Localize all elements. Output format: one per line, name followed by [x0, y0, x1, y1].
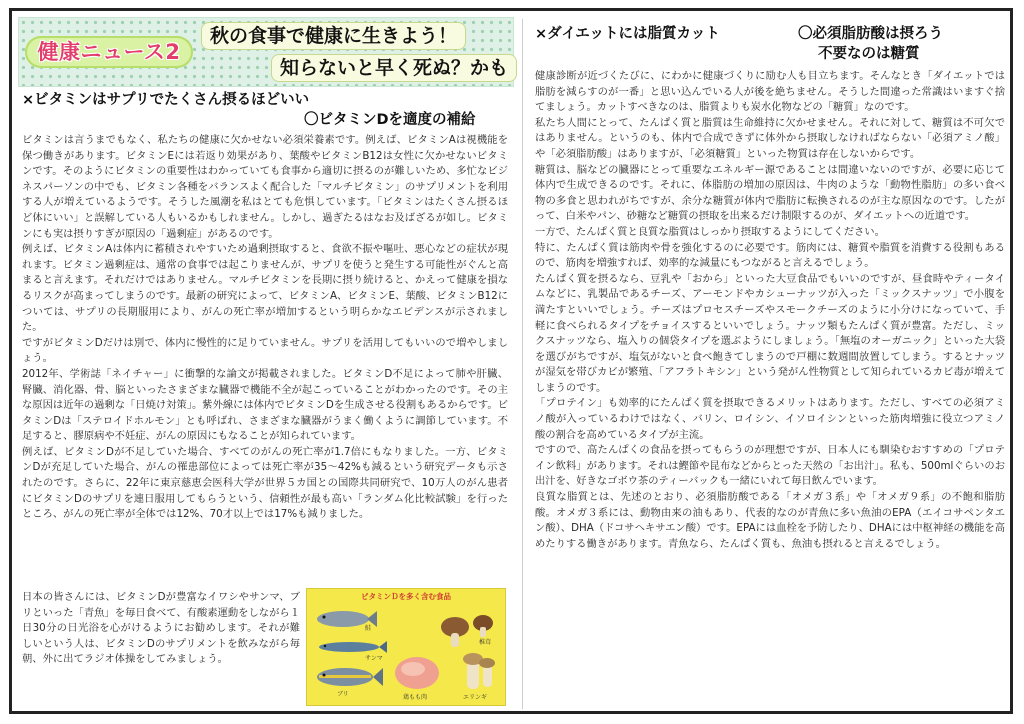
left-article-top: [22, 133, 508, 523]
paragraph: 健康診断が近づくたびに、にわかに健康づくりに励む人も目立ちます。そんなとき「ダイエットでは脂肪を減らすのが一番」と思い込んでいる人が後を絶ちません。そうした間違った常識はいますぐ捨てましょう。カットすべきなのは、脂質よりも炭水化物などの「糖質」なのです。: [535, 70, 1005, 114]
saury-icon: [319, 641, 387, 653]
left-heading-fact: 〇ビタミンDを適度の補給: [304, 112, 476, 128]
food-label: 椎茸: [479, 639, 492, 646]
food-label: サンマ: [365, 655, 383, 662]
paragraph: 日本の皆さんには、ビタミンDが豊富なイワシやサンマ、ブリといった「青魚」を毎日食べて、有酸素運動をしながら１日30分の日光浴を心がけるようにお勧めします。それが難しいという人は、ビタミンDのサプリメントを飲みながら毎朝、外に出てラジオ体操をしてみましょう。: [22, 591, 300, 666]
newsletter-logo: 健康ニュース2: [25, 36, 193, 68]
paragraph: ですがビタミンDだけは別で、体内に慢性的に足りていません。サプリを活用してもいいので増やしましょう。: [22, 336, 508, 365]
paragraph: 例えば、ビタミンDが不足していた場合、すべてのがんの死亡率が1.7倍にもなりました。一方、ビタミンDが充足していた場合、がんの罹患部位によっては死亡率が35〜42%も減るという研究データも示されたのです。さらに、22年に東京慈恵会医科大学が世界５カ国との国際共同研究で、10万人のがん患者にビタミンDのサプリを連日服用してもらうという、信頼性が最も高い「ランダム化比較試験」を行ったところ、がんの死亡率が全体では12%、70才以上では17%も減りました。: [22, 445, 508, 521]
paragraph: 一方で、たんぱく質と良質な脂質はしっかり摂取するようにしてください。: [535, 225, 885, 238]
paragraph: 私たち人間にとって、たんぱく質と脂質は生命維持に欠かせません。それに対して、糖質は不可欠ではありません。というのも、体内で合成できずに体外から摂取しなければならない「必須アミノ酸」や「必須脂肪酸」はありますが、「必須糖質」といった物質は存在しないからです。: [535, 116, 1005, 160]
newsletter-page: [9, 8, 1013, 714]
food-label: 鮭: [365, 625, 372, 632]
foods-title: ビタミンＤを多く含む食品: [361, 592, 451, 601]
vitamin-d-foods-illustration: [306, 588, 506, 706]
food-label: 鶏もも肉: [403, 694, 428, 701]
paragraph: 糖質は、脳などの臓器にとって重要なエネルギー源であることは間違いないのですが、必要に応じて体内で生成できるのです。それに、体脂肪の増加の原因は、牛肉のような「動物性脂肪」の多い食べ物の多食と思われがちですが、余分な糖質が体内で脂肪に転換されるのが主な原因なのです。したがって、白米やパン、砂糖など糖質の摂取を出来るだけ制限するのが、ダイエットへの近道です。: [535, 163, 1005, 223]
paragraph: ビタミンは言うまでもなく、私たちの健康に欠かせない必須栄養素です。例えば、ビタミンAは視機能を保つ働きがあります。ビタミンEには若返り効果があり、葉酸やビタミンB12は女性に欠かせないビタミンです。そのようにビタミンの重要性はわかっていても食事から適切に摂るのが難しいため、多忙なビジネスパーソンの中でも、ビタミン各種をバランスよく配合した「マルチビタミン」のサプリメントを利用する人が増えているようです。そうした風潮を私はとても危惧しています。「ビタミンはたくさん摂るほど体にいい」と誤解している人もいるかもしれません。しかし、過ぎたるはなお及ばざるが如し。ビタミンにも実は摂りすぎが原因の「過剰症」があるのです。: [22, 134, 508, 240]
eringi-icon: [463, 653, 495, 689]
paragraph: 2012年、学術誌「ネイチャー」に衝撃的な論文が掲載されました。ビタミンD不足によって肺や肝臓、腎臓、消化器、骨、脳といったさまざまな臓器で機能不全が起こっていることがわかったのです。その主な原因は近年の過剰な「日焼け対策」。紫外線には体内でビタミンDを生成させる役割もあるからです。ビタミンDは「ステロイドホルモン」とも呼ばれ、さまざまな臓器がうまく働くように調節しています。不足すると、膠原病や不妊症、がんの原因にもなることが知られています。: [22, 367, 508, 443]
paragraph: 特に、たんぱく質は筋肉や骨を強化するのに必要です。筋肉には、糖質や脂質を消費する役割もあるので、筋肉を増強すれば、効率的な減量にもつながると言えるでしょう。: [535, 241, 1005, 270]
foods-drawing: [307, 589, 505, 705]
chicken-thigh-icon: [395, 657, 439, 689]
right-article: [535, 69, 1005, 552]
left-article-bottom: [22, 590, 300, 668]
column-divider: [522, 19, 523, 709]
right-heading-fact-2: 不要なのは糖質: [818, 46, 920, 62]
paragraph: たんぱく質を摂るなら、豆乳や「おから」といった大豆食品でもいいのですが、昼食時やティータイムなどに、乳製品であるチーズ、アーモンドやカシューナッツが入った「ミックスナッツ」で小腹を満たすといいでしょう。チーズはプロセスチーズやスモークチーズのように小分けになっていて、手軽に食べられるタイプをチョイスするといいでしょう。ナッツ類もたんぱく質が豊富。ただし、ミックスナッツなら、塩入りの個袋タイプを選ぶようにしましょう。「無塩のオーガニック」といった大袋を選びがちですが、塩気がないと食べ飽きてしまうので戸棚に数週間放置してしまう。するとナッツが湿気を帯びカビが繁殖、「アフラトキシン」という発がん性物質として知られているカビ毒が増えてしまうのです。: [535, 272, 1005, 394]
paragraph: 「プロテイン」も効率的にたんぱく質を摂取できるメリットはあります。ただし、すべての必須アミノ酸が入っているわけではなく、バリン、ロイシン、イソロイシンといった筋肉増強に役立つアミノ酸の割合を高めているタイプが主流。: [535, 397, 1005, 441]
banner-headline-2: 知らないと早く死ぬ？かも: [271, 54, 517, 82]
paragraph: ですので、高たんぱくの食品を摂ってもらうのが理想ですが、日本人にも馴染むおすすめの「プロテイン飲料」があります。それは鰹節や昆布などからとった天然の「お出汁」。私も、500mlぐらいのお出汁を、好きなゴボウ茶のティーバックも一緒にいれて毎日飲んでいます。: [535, 444, 1005, 488]
right-heading-myth: ×ダイエットには脂質カット: [535, 26, 720, 42]
left-heading-myth: ×ビタミンはサプリでたくさん摂るほどいい: [22, 92, 310, 108]
food-label: ブリ: [337, 691, 349, 698]
yellowtail-icon: [317, 668, 383, 686]
banner-headline-1: 秋の食事で健康に生きよう！: [201, 22, 466, 50]
title-banner: [18, 17, 514, 87]
right-heading-fact-1: 〇必須脂肪酸は摂ろう: [798, 26, 943, 42]
food-label: エリンギ: [463, 694, 488, 701]
paragraph: 例えば、ビタミンAは体内に蓄積されやすいため過剰摂取すると、食欲不振や嘔吐、悪心などの症状が現れます。ビタミン過剰症は、通常の食事では起こりませんが、サプリを使うと発生する可能性がぐんと高まると言えます。それだけではありません。マルチビタミンを長期に摂り続けると、かえって健康を損なるリスクが高まってしまうのです。最新の研究によって、ビタミンA、ビタミンE、葉酸、ビタミンB12については、サプリの長期服用により、がんの死亡率が増加するという明らかなエビデンスが示されました。: [22, 243, 508, 334]
paragraph: 良質な脂質とは、先述のとおり、必須脂肪酸である「オメガ３系」や「オメガ９系」の不飽和脂肪酸。オメガ３系には、動物由来の油もあり、代表的なのが青魚に多い魚油のEPA（エイコサペンタエン酸）、DHA（ドコサヘキサエン酸）です。EPAには血栓を予防したり、DHAには中枢神経の機能を高めたりする働きがあります。青魚なら、たんぱく質も、魚油も摂れると言えるでしょう。: [535, 491, 1005, 550]
